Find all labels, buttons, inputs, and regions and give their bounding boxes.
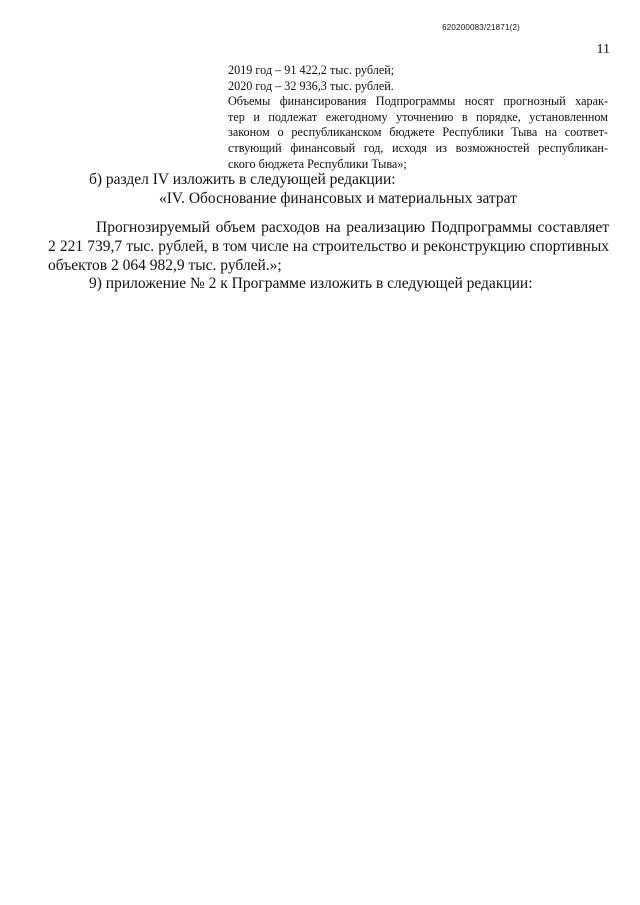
section-heading: «IV. Обоснование финансовых и материальных затрат (159, 190, 517, 207)
section-amendment-note: б) раздел IV изложить в следующей редакции: (89, 171, 396, 188)
funding-2019-line: 2019 год – 91 422,2 тыс. рублей; (228, 63, 395, 77)
funding-note-line: ствующий финансовый год, исходя из возможностей республикан- (228, 140, 608, 155)
funding-note-line: ского бюджета Республики Тыва»; (228, 156, 407, 171)
paragraph-line: объектов 2 064 982,9 тыс. рублей.»; (48, 257, 282, 274)
expenses-paragraph (48, 218, 609, 275)
annex-amendment-line: 9) приложение № 2 к Программе изложить в следующей редакции: (89, 275, 533, 292)
funding-2020-line: 2020 год – 32 936,3 тыс. рублей. (228, 78, 394, 93)
paragraph-line: 2 221 739,7 тыс. рублей, в том числе на строительство и реконструкцию спортивных (48, 238, 609, 255)
page-number: 11 (596, 42, 610, 57)
paragraph-line: Прогнозируемый объем расходов на реализацию Подпрограммы составляет (96, 219, 609, 236)
financing-quote-block (228, 63, 608, 172)
document-id: 620200083/21871(2) (442, 23, 520, 32)
funding-note-line: тер и подлежат ежегодному уточнению в порядке, установленном (228, 109, 608, 124)
funding-note-line: Объемы финансирования Подпрограммы носят прогнозный харак- (228, 94, 608, 109)
funding-note-line: законом о республиканском бюджете Республики Тыва на соответ- (228, 125, 608, 140)
